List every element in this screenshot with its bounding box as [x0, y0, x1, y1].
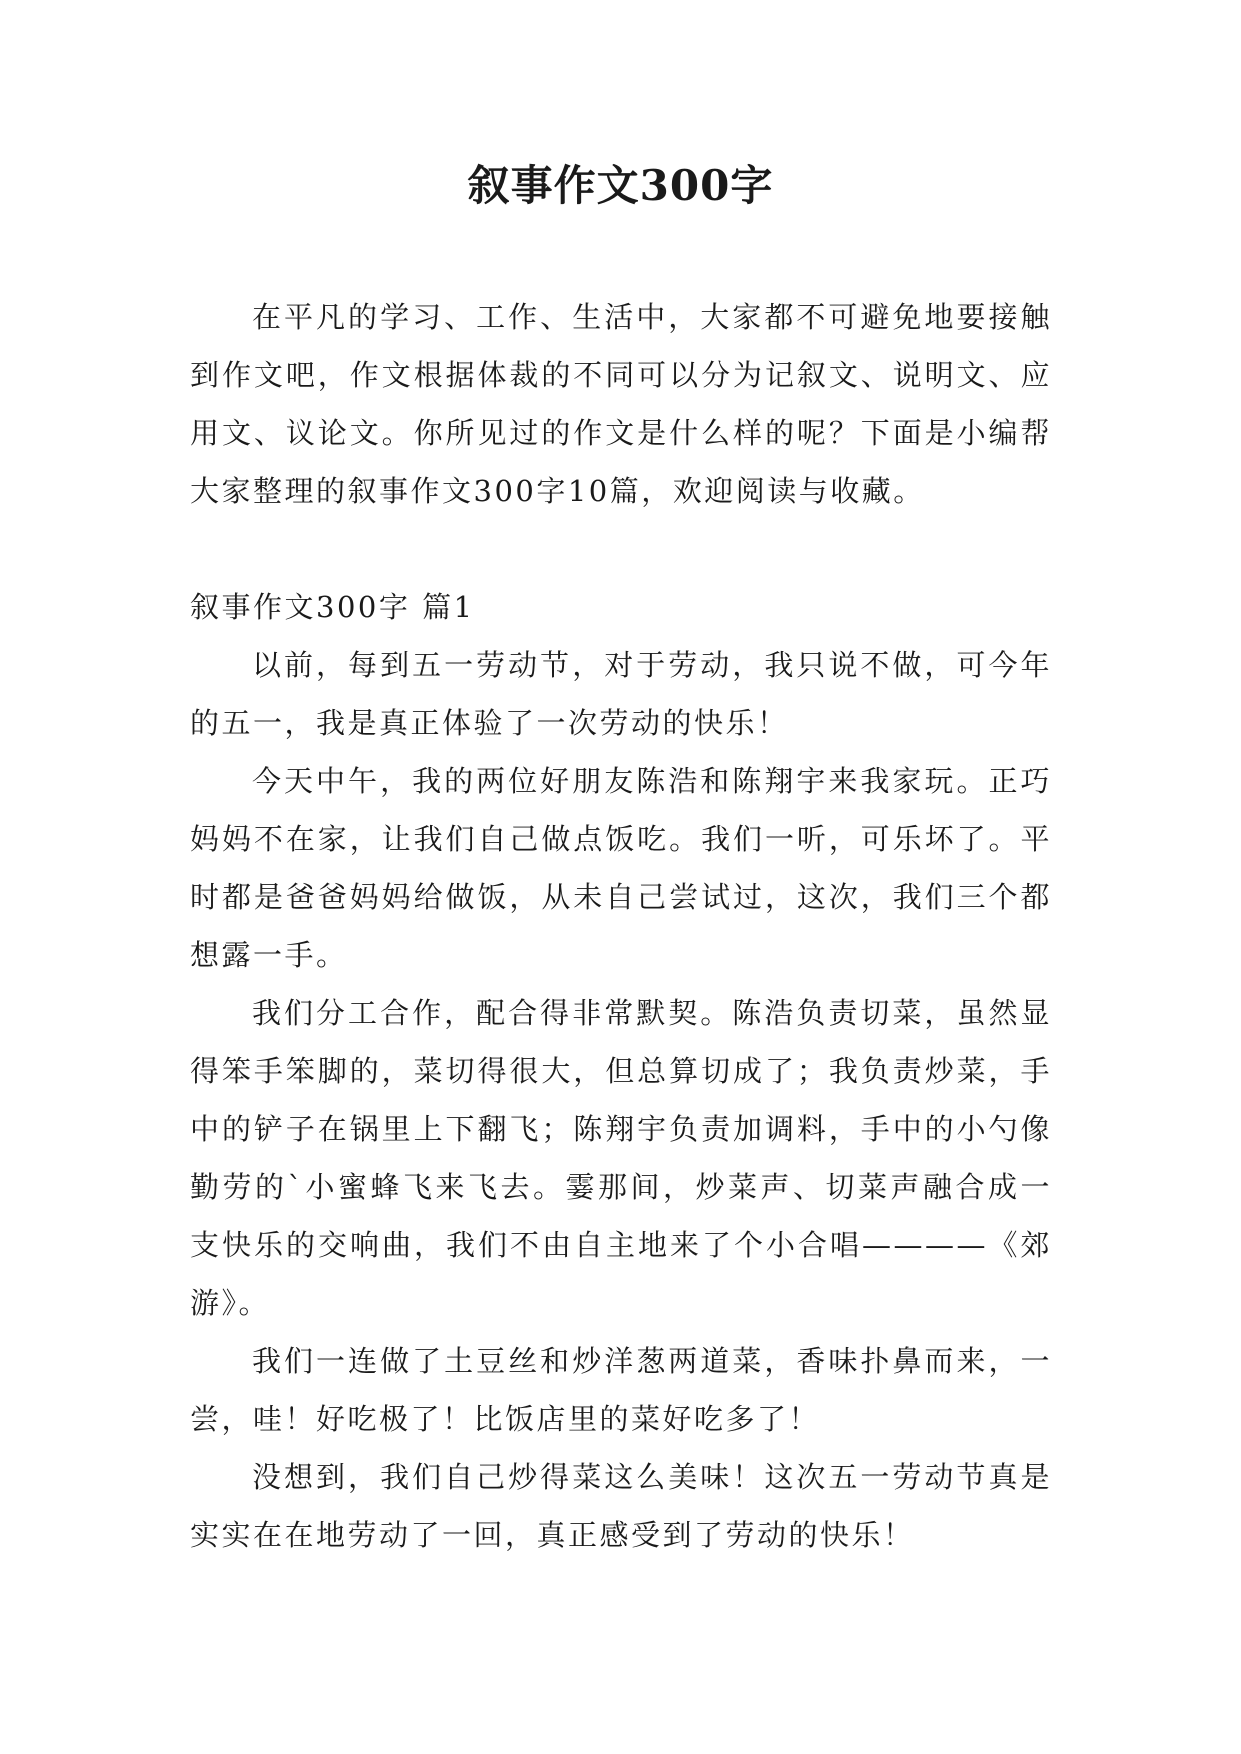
body-paragraph-3: 我们分工合作，配合得非常默契。陈浩负责切菜，虽然显得笨手笨脚的，菜切得很大，但总算切成了；我负责炒菜，手中的铲子在锅里上下翻飞；陈翔宇负责加调料，手中的小勺像勤劳的`小蜜蜂飞来飞去。霎那间，炒菜声、切菜声融合成一支快乐的交响曲，我们不由自主地来了个小合唱————《郊游》。: [190, 996, 1052, 1320]
document-title: 叙事作文300字: [467, 161, 774, 210]
section-heading: 叙事作文300字 篇1: [190, 590, 475, 624]
body-paragraph-5: 没想到，我们自己炒得菜这么美味！这次五一劳动节真是实实在在地劳动了一回，真正感受到了劳动的快乐！: [190, 1460, 1052, 1552]
body-paragraph-1: 以前，每到五一劳动节，对于劳动，我只说不做，可今年的五一，我是真正体验了一次劳动的快乐！: [190, 648, 1052, 740]
body-paragraph-4: 我们一连做了土豆丝和炒洋葱两道菜，香味扑鼻而来，一尝，哇！好吃极了！比饭店里的菜好吃多了！: [190, 1344, 1052, 1436]
intro-paragraph: 在平凡的学习、工作、生活中，大家都不可避免地要接触到作文吧，作文根据体裁的不同可以分为记叙文、说明文、应用文、议论文。你所见过的作文是什么样的呢？下面是小编帮大家整理的叙事作文300字10篇，欢迎阅读与收藏。: [190, 300, 1052, 508]
body-paragraph-2: 今天中午，我的两位好朋友陈浩和陈翔宇来我家玩。正巧妈妈不在家，让我们自己做点饭吃。我们一听，可乐坏了。平时都是爸爸妈妈给做饭，从未自己尝试过，这次，我们三个都想露一手。: [190, 764, 1052, 972]
